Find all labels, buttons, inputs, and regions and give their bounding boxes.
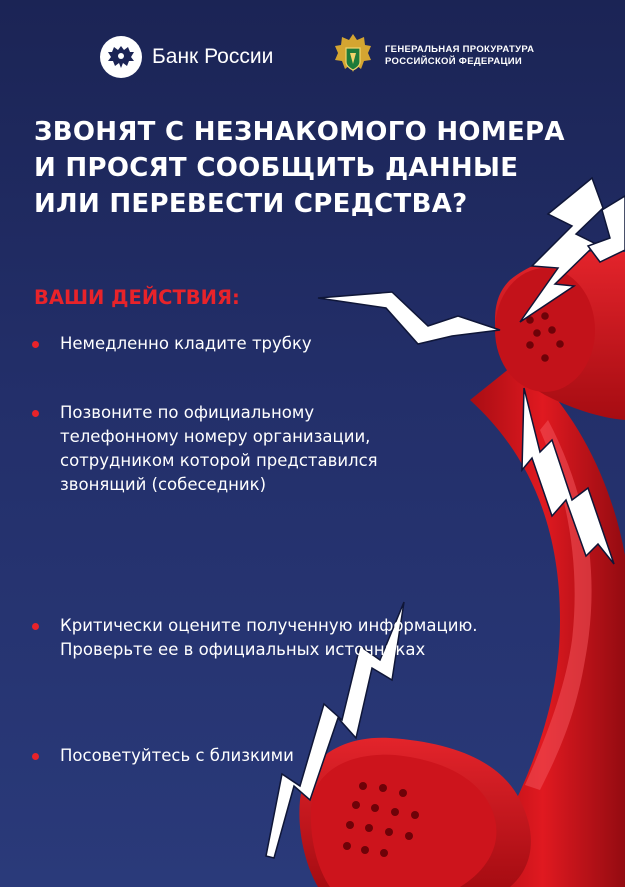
bank-name: Банк России [152,45,274,68]
headline-line: ИЛИ ПЕРЕВЕСТИ СРЕДСТВА? [34,189,468,219]
prosecutor-name [385,44,534,68]
prosecutor-name-line: ГЕНЕРАЛЬНАЯ ПРОКУРАТУРА [385,44,535,55]
prosecutor-name-line: РОССИЙСКОЙ ФЕДЕРАЦИИ [385,56,523,67]
action-text: сотрудником которой представился [60,451,378,470]
bullet-icon [32,410,39,417]
action-item [30,332,520,356]
action-text: Посоветуйтесь с близкими [60,746,294,765]
action-text: звонящий (собеседник) [60,475,267,494]
actions-title: ВАШИ ДЕЙСТВИЯ: [34,286,240,309]
bullet-icon [32,753,39,760]
action-text: Проверьте ее в официальных источниках [60,640,426,659]
headline-line: ЗВОНЯТ С НЕЗНАКОМОГО НОМЕРА [34,117,565,147]
action-item [30,744,440,768]
headline [34,114,565,222]
action-text: Критически оцените полученную информацию. [60,616,478,635]
action-item [30,401,440,497]
action-text: Позвоните по официальному [60,403,315,422]
action-item [30,614,580,662]
action-text: телефонному номеру организации, [60,427,371,446]
prosecutor-general-logo [333,32,534,80]
action-text: Немедленно кладите трубку [60,334,312,353]
bank-of-russia-logo [100,36,273,78]
bullet-icon [32,623,39,630]
bank-of-russia-eagle-icon [100,36,142,78]
actions-list [30,328,580,765]
bullet-icon [32,341,39,348]
prosecutor-emblem-icon [333,32,373,80]
headline-line: И ПРОСЯТ СООБЩИТЬ ДАННЫЕ [34,153,519,183]
